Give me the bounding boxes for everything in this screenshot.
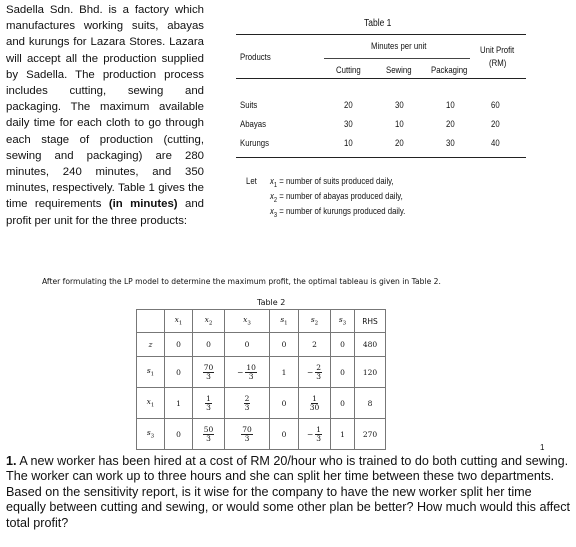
table2-cell: 0	[165, 419, 193, 450]
table2-cell: $\frac{50}{3}$	[193, 419, 225, 450]
table1-profit: 20	[491, 119, 500, 130]
table1-row-abayas: Abayas	[240, 119, 266, 130]
table2-cell: 0	[331, 388, 355, 419]
table2-col-header: $x_2$	[193, 310, 225, 333]
table1-caption: Table 1	[364, 18, 392, 29]
table1-top-rule	[236, 34, 526, 35]
table2-cell: $\frac{70}{3}$	[225, 419, 270, 450]
table1-col-packaging: Packaging	[431, 65, 468, 76]
table2-col-header: $s_1$	[270, 310, 299, 333]
table1-cell: 30	[395, 100, 404, 111]
table1	[236, 34, 526, 158]
table-row	[137, 419, 386, 450]
question-text: A new worker has been hired at a cost of RM 20/hour who is trained to do both cutting and sewing. The worker can work up to three hours and she can split her time between these two departments. Based on the sensitivity report, is it wise for the company to have the new worker split her time equally between cutting and sewing, or would some other plan be better? How much would this affect total profit?	[6, 454, 571, 530]
question-1	[6, 454, 572, 531]
table2-basis-var: $s_1$	[137, 357, 165, 388]
table2-cell: − $\frac{10}{3}$	[225, 357, 270, 388]
table-row	[137, 333, 386, 357]
table2-cell: 0	[193, 333, 225, 357]
table2-basis-var: $s_3$	[137, 419, 165, 450]
table2-col-header: $s_3$	[331, 310, 355, 333]
table2-cell: 0	[165, 333, 193, 357]
table2-cell: 0	[165, 357, 193, 388]
table2-cell: 0	[270, 333, 299, 357]
table1-group-rule	[324, 58, 470, 59]
intro-text: Sadella Sdn. Bhd. is a factory which manufactures working suits, abayas and kurungs for Lazara Stores. Lazara will accept all the production supplied by Sadella. The production process includes cutting, sewing and packaging. The maximum available daily time for each cloth to go through each stage of production (cutting, sewing and packaging) are 280 minutes, 240 minutes, and 350 minutes, respectively. Table 1 gives the time requirements	[6, 4, 204, 211]
definition-x1: $x_1$ = number of suits produced daily,	[270, 176, 394, 189]
let-label: Let	[246, 176, 257, 187]
table2-cell: 0	[270, 419, 299, 450]
table2-cell: 1	[165, 388, 193, 419]
table2-cell: $\frac{1}{3}$	[193, 388, 225, 419]
table1-cell: 10	[446, 100, 455, 111]
table1-cell: 20	[446, 119, 455, 130]
intro-text-end: and profit per unit for the three products:	[6, 198, 205, 227]
table2-rhs-header: RHS	[355, 310, 386, 333]
table1-row-suits: Suits	[240, 100, 258, 111]
table2-corner	[137, 310, 165, 333]
table2-basis-var: z	[137, 333, 165, 357]
table2-col-header: $s_2$	[299, 310, 331, 333]
definition-x2: $x_2$ = number of abayas produced daily,	[270, 190, 403, 204]
table2-cell: 0	[270, 388, 299, 419]
table1-cell: 20	[344, 100, 353, 111]
table1-cell: 30	[446, 138, 455, 149]
table2-col-header: $x_1$	[165, 310, 193, 333]
table2-optimal-tableau	[136, 309, 386, 450]
table2-cell: 1	[331, 419, 355, 450]
table1-products-header: Products	[240, 52, 271, 63]
page-number: 1	[540, 443, 545, 452]
table1-profit-header-2: (RM)	[489, 58, 507, 69]
table2-cell: 0	[331, 357, 355, 388]
table2-cell: $\frac{1}{30}$	[299, 388, 331, 419]
table2-cell: $\frac{70}{3}$	[193, 357, 225, 388]
table2-cell: 2	[299, 333, 331, 357]
table1-header-rule	[236, 78, 526, 79]
table-row	[137, 388, 386, 419]
table2-cell: 0	[225, 333, 270, 357]
table2-rhs: 270	[355, 419, 386, 450]
table2-rhs: 480	[355, 333, 386, 357]
table2-cell: − $\frac{1}{3}$	[299, 419, 331, 450]
table1-row-kurungs: Kurungs	[240, 138, 270, 149]
table2-cell: 0	[331, 333, 355, 357]
table1-col-sewing: Sewing	[386, 65, 412, 76]
table2-cell: − $\frac{2}{3}$	[299, 357, 331, 388]
table1-group-header: Minutes per unit	[371, 41, 427, 52]
table2-rhs: 8	[355, 388, 386, 419]
table2-basis-var: $x_1$	[137, 388, 165, 419]
table1-cell: 10	[344, 138, 353, 149]
table2-caption: Table 2	[257, 298, 286, 307]
definition-x3: $x_3$ = number of kurungs produced daily.	[270, 205, 406, 219]
table1-cell: 30	[344, 119, 353, 130]
table2-cell: $\frac{2}{3}$	[225, 388, 270, 419]
table-row	[137, 357, 386, 388]
intro-bold: (in minutes)	[108, 198, 178, 211]
table2-header-row	[137, 310, 386, 333]
table1-profit-header-1: Unit Profit	[480, 45, 515, 56]
table2-rhs: 120	[355, 357, 386, 388]
table1-cell: 20	[395, 138, 404, 149]
question-number: 1.	[6, 454, 17, 468]
table1-profit: 60	[491, 100, 500, 111]
table2-cell: 1	[270, 357, 299, 388]
table1-profit: 40	[491, 138, 500, 149]
tableau-intro: After formulating the LP model to determine the maximum profit, the optimal tableau is given in Table 2.	[42, 277, 441, 286]
table1-cell: 10	[395, 119, 404, 130]
table1-bottom-rule	[236, 157, 526, 158]
table2-col-header: $x_3$	[225, 310, 270, 333]
problem-intro	[6, 2, 204, 229]
table1-col-cutting: Cutting	[336, 65, 361, 76]
